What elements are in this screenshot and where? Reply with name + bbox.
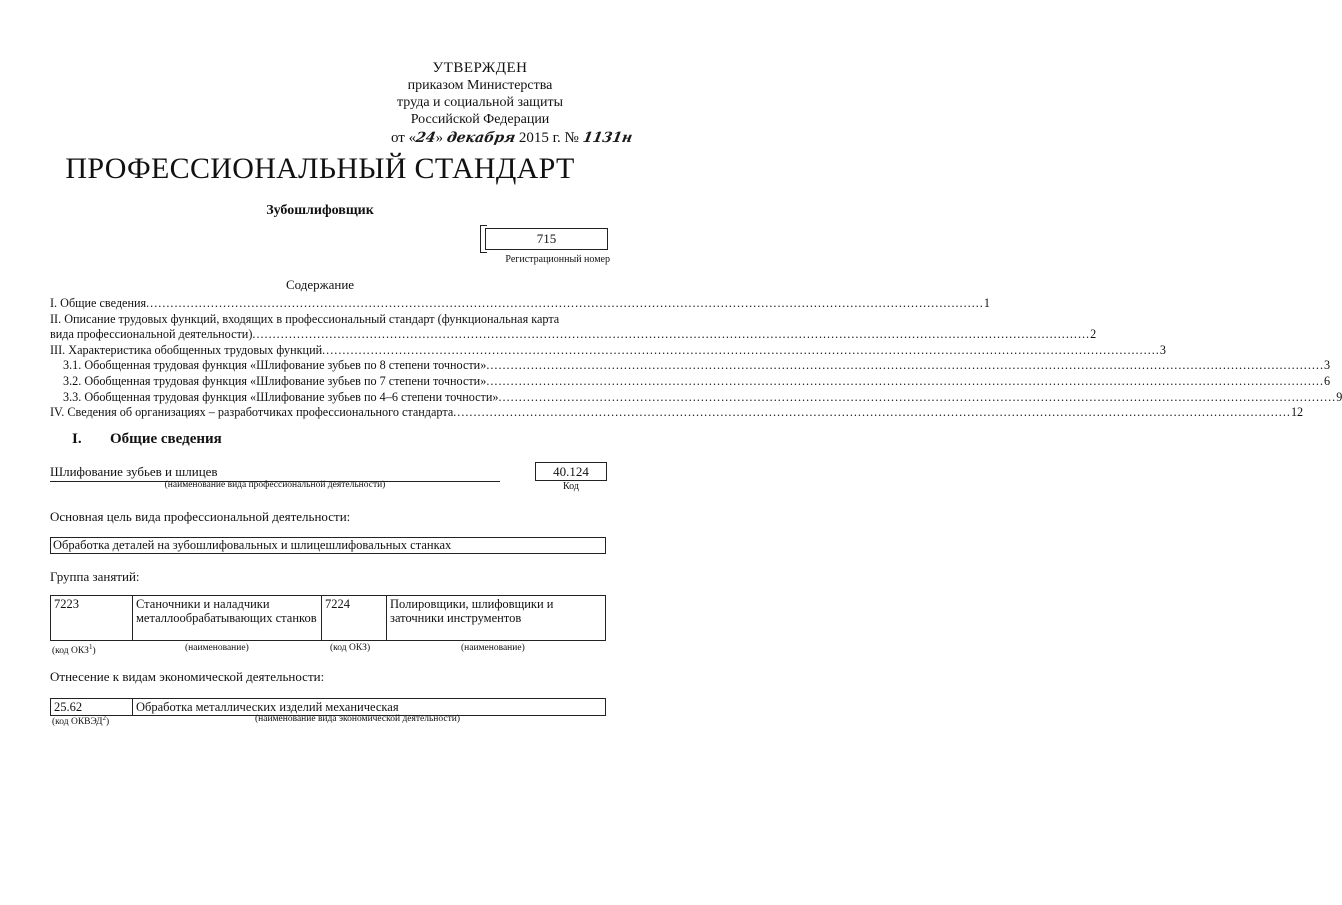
date-mid: » — [435, 130, 444, 146]
okved-code-caption: (код ОКВЭД$^2$) — [52, 714, 110, 727]
toc-item[interactable] — [50, 342, 1166, 359]
date-year: 2015 г. № — [518, 130, 579, 146]
economic-activity-label: Отнесение к видам экономической деятельности: — [50, 669, 325, 684]
approval-block — [380, 60, 580, 128]
date-month-handwritten: декабря — [445, 130, 517, 146]
toc-item-text: III. Характеристика обобщенных трудовых функций — [50, 342, 323, 357]
okz-code-caption: (код ОКЗ) — [330, 643, 371, 653]
occupation-name-caption: (наименование) — [461, 643, 525, 653]
standard-name: Зубошлифовщик — [266, 203, 374, 218]
economic-activity-name-caption: (наименование вида экономической деятельности) — [255, 714, 460, 724]
toc-item-text: 3.1. Обобщенная трудовая функция «Шлифование зубьев по 8 степени точности» — [63, 358, 487, 373]
toc-item-page: 1 — [983, 296, 990, 310]
toc-item-page: 3 — [1324, 358, 1331, 373]
toc-item-text: I. Общие сведения — [50, 296, 147, 310]
occupation-code-cell: 7224 — [322, 596, 387, 641]
toc-item[interactable] — [50, 405, 1304, 421]
approval-heading: УТВЕРЖДЕН — [432, 60, 528, 76]
occupation-group-label: Группа занятий: — [50, 569, 140, 584]
toc-leader-dots — [453, 405, 1291, 421]
approval-line: приказом Министерства — [407, 78, 553, 93]
date-day-handwritten: 24 — [414, 130, 438, 146]
okved-code-cell: 25.62 — [51, 699, 133, 716]
occupation-name-cell: Полировщики, шлифовщики и заточники инструментов — [387, 596, 606, 641]
registration-number-box: 715 — [485, 228, 608, 250]
okz-code-caption: (код ОКЗ$^1$) — [52, 643, 96, 656]
occupation-name-cell: Станочники и наладчики металлообрабатывающих станков — [133, 596, 322, 641]
toc-leader-dots — [146, 296, 984, 312]
goal-label: Основная цель вида профессиональной деятельности: — [50, 509, 351, 524]
occupation-name-caption: (наименование) — [185, 643, 249, 653]
economic-activity-name-cell: Обработка металлических изделий механическая — [133, 699, 606, 716]
document-title: ПРОФЕССИОНАЛЬНЫЙ СТАНДАРТ — [65, 152, 575, 185]
section-number: I. — [72, 431, 82, 447]
toc-title: Содержание — [285, 277, 355, 292]
approval-line: Российской Федерации — [410, 112, 550, 127]
toc-item[interactable] — [50, 373, 1331, 390]
toc-item-page: 6 — [1324, 373, 1331, 388]
toc-item-page: 12 — [1290, 405, 1304, 420]
toc-item-text: 3.2. Обобщенная трудовая функция «Шлифование зубьев по 7 степени точности» — [63, 373, 487, 388]
table-row — [51, 699, 606, 716]
registration-number-label: Регистрационный номер — [505, 254, 610, 265]
section-title: Общие сведения — [110, 431, 222, 447]
toc-leader-dots — [322, 343, 1160, 359]
approval-line: труда и социальной защиты — [397, 95, 563, 110]
toc-item-page: 3 — [1159, 342, 1166, 357]
toc-leader-dots — [499, 390, 1337, 406]
table-row — [51, 596, 606, 641]
table-of-contents — [50, 296, 1342, 421]
toc-item-text: II. Описание трудовых функций, входящих в профессиональный стандарт (функциональная карта — [50, 311, 560, 326]
toc-item[interactable] — [50, 358, 1331, 374]
activity-code-caption: Код — [563, 481, 579, 492]
toc-item[interactable] — [50, 296, 990, 312]
toc-item[interactable] — [50, 389, 1342, 406]
toc-item-text-continued: вида профессиональной деятельности) — [50, 327, 253, 342]
activity-name-caption: (наименование вида профессиональной деятельности) — [164, 480, 386, 490]
toc-item-text: 3.3. Обобщенная трудовая функция «Шлифование зубьев по 4–6 степени точности» — [63, 389, 499, 404]
order-number-handwritten: 1131н — [581, 130, 634, 146]
goal-text-box: Обработка деталей на зубошлифовальных и шлицешлифовальных станках — [50, 537, 606, 554]
toc-item-page: 2 — [1090, 327, 1097, 342]
date-prefix: от « — [391, 130, 417, 146]
activity-code-box: 40.124 — [535, 462, 607, 481]
toc-item-page: 9 — [1336, 389, 1342, 404]
activity-name-field: Шлифование зубьев и шлицев — [50, 464, 500, 482]
occupation-code-cell: 7223 — [51, 596, 133, 641]
toc-item[interactable] — [50, 311, 1097, 343]
toc-leader-dots — [252, 327, 1090, 343]
occupation-group-table — [50, 595, 606, 641]
toc-leader-dots — [486, 358, 1324, 374]
toc-item-text: IV. Сведения об организациях – разработчиках профессионального стандарта — [50, 405, 454, 420]
approval-date — [391, 130, 632, 147]
toc-leader-dots — [486, 374, 1324, 390]
toc-item-continued — [50, 327, 1097, 343]
